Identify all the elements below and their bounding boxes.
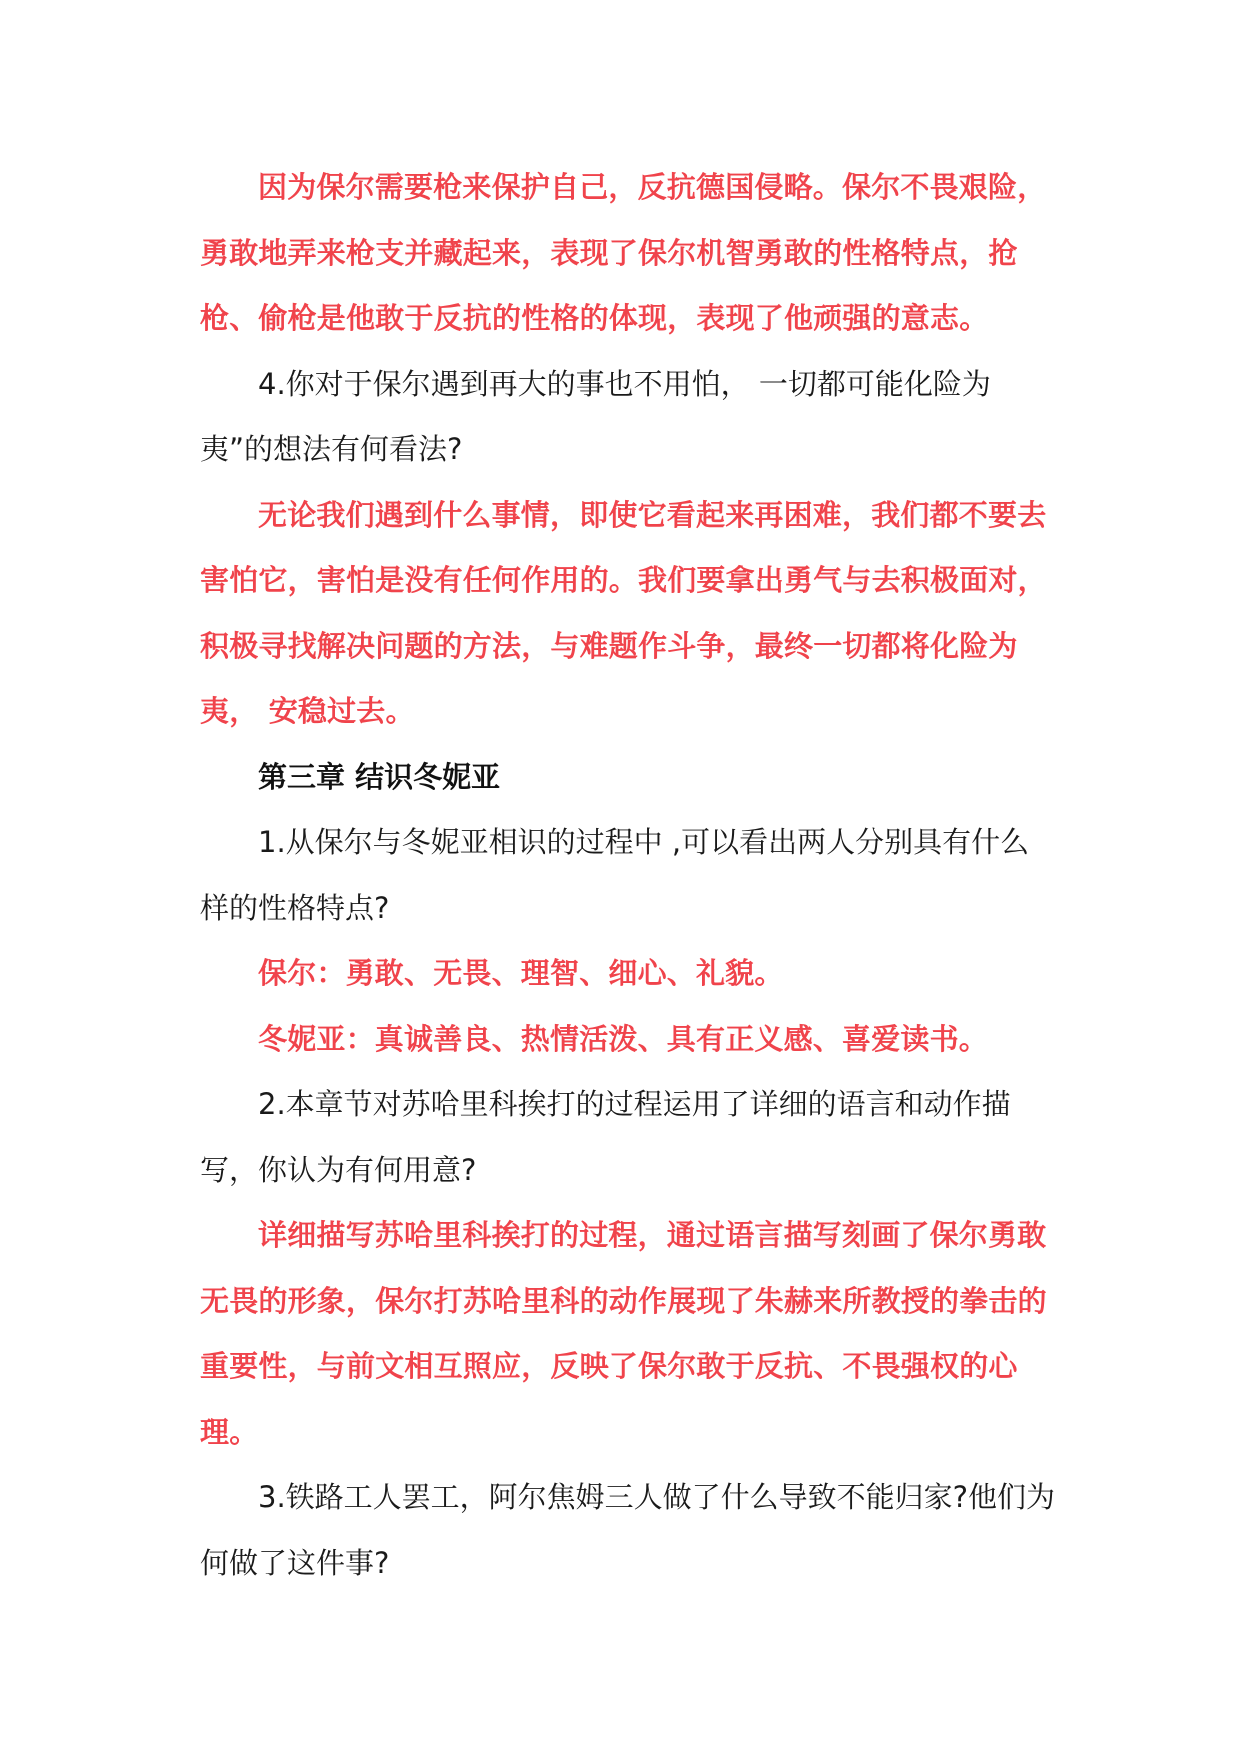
question-1: 1.从保尔与冬妮亚相识的过程中 ,可以看出两人分别具有什么样的性格特点? (200, 825, 1030, 925)
answer-paragraph-4: 无论我们遇到什么事情，即使它看起来再困难，我们都不要去害怕它，害怕是没有任何作用的。我们要拿出勇气与去积极面对，积极寻找解决问题的方法，与难题作斗争，最终一切都将化险为夷， 安稳过去。 (200, 497, 1047, 728)
chapter-heading: 第三章 结识冬妮亚 (258, 759, 501, 794)
question-4: 4.你对于保尔遇到再大的事也不用怕， 一切都可能化险为夷”的想法有何看法? (200, 366, 991, 466)
answer-tonya-traits: 冬妮亚：真诚善良、热情活泼、具有正义感、喜爱读书。 (258, 1021, 989, 1056)
question-3: 3.铁路工人罢工，阿尔焦姆三人做了什么导致不能归家?他们为何做了这件事? (200, 1480, 1056, 1580)
answer-paragraph-3: 因为保尔需要枪来保护自己，反抗德国侵略。保尔不畏艰险，勇敢地弄来枪支并藏起来，表现了保尔机智勇敢的性格特点，抢枪、偷枪是他敢于反抗的性格的体现，表现了他顽强的意志。 (200, 170, 1047, 335)
question-2: 2.本章节对苏哈里科挨打的过程运用了详细的语言和动作描写，你认为有何用意? (200, 1087, 1011, 1187)
document-body (200, 155, 1058, 1596)
answer-paragraph-2: 详细描写苏哈里科挨打的过程，通过语言描写刻画了保尔勇敢无畏的形象，保尔打苏哈里科的动作展现了朱赫来所教授的拳击的重要性，与前文相互照应，反映了保尔敢于反抗、不畏强权的心理。 (200, 1218, 1047, 1449)
answer-paul-traits: 保尔：勇敢、无畏、理智、细心、礼貌。 (258, 956, 784, 990)
